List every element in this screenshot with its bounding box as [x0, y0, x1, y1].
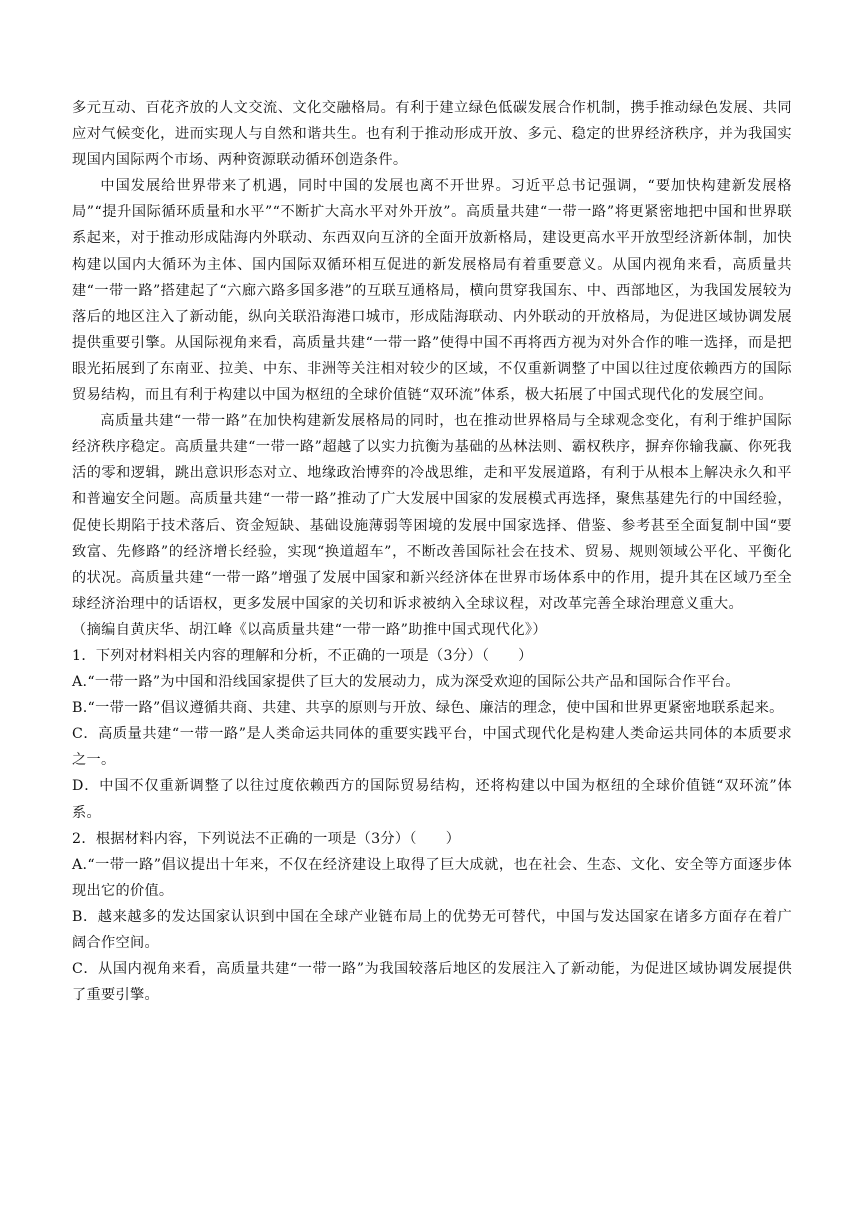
- question-2-option-c: C．从国内视角来看，高质量共建“一带一路”为我国较落后地区的发展注入了新动能，为促进区域协调发展提供了重要引擎。: [72, 961, 792, 1004]
- passage-paragraph-1: 多元互动、百花齐放的人文交流、文化交融格局。有利于建立绿色低碳发展合作机制，携手推动绿色发展、共同应对气候变化，进而实现人与自然和谐共生。也有利于推动形成开放、多元、稳定的世界经济秩序，并为我国实现国内国际两个市场、两种资源联动循环创造条件。: [72, 100, 792, 169]
- question-1: [72, 643, 792, 826]
- passage-paragraph-2: 中国发展给世界带来了机遇，同时中国的发展也离不开世界。习近平总书记强调，“要加快构建新发展格局”“提升国际循环质量和水平”“不断扩大高水平对外开放”。高质量共建“一带一路”将更紧密地把中国和世界联系起来，对于推动形成陆海内外联动、东西双向互济的全面开放新格局，建设更高水平开放型经济新体制，加快构建以国内大循环为主体、国内国际双循环相互促进的新发展格局有着重要意义。从国内视角来看，高质量共建“一带一路”搭建起了“六廊六路多国多港”的互联互通格局，横向贯穿我国东、中、西部地区，为我国发展较为落后的地区注入了新动能，纵向关联沿海港口城市，形成陆海联动、内外联动的开放格局，为促进区域协调发展提供重要引擎。从国际视角来看，高质量共建“一带一路”使得中国不再将西方视为对外合作的唯一选择，而是把眼光拓展到了东南亚、拉美、中东、非洲等关注相对较少的区域，不仅重新调整了中国以往过度依赖西方的国际贸易结构，而且有利于构建以中国为枢纽的全球价值链“双环流”体系，极大拓展了中国式现代化的发展空间。: [72, 178, 792, 404]
- question-2-option-b: B．越来越多的发达国家认识到中国在全球产业链布局上的优势无可替代，中国与发达国家在诸多方面存在着广阔合作空间。: [72, 908, 792, 951]
- question-1-stem: 1．下列对材料相关内容的理解和分析，不正确的一项是（3分）（ ）: [72, 647, 533, 664]
- question-1-option-a: A.“一带一路”为中国和沿线国家提供了巨大的发展动力，成为深受欢迎的国际公共产品和国际合作平台。: [72, 674, 740, 691]
- question-list: [72, 643, 792, 1008]
- question-1-option-c: C．高质量共建“一带一路”是人类命运共同体的重要实践平台，中国式现代化是构建人类命运共同体的本质要求之一。: [72, 726, 792, 769]
- question-1-option-b: B.“一带一路”倡议遵循共商、共建、共享的原则与开放、绿色、廉洁的理念，使中国和世界更紧密地联系起来。: [72, 700, 784, 717]
- question-1-option-d: D．中国不仅重新调整了以往过度依赖西方的国际贸易结构，还将构建以中国为枢纽的全球价值链“双环流”体系。: [72, 778, 792, 821]
- passage-source-citation: （摘编自黄庆华、胡江峰《以高质量共建“一带一路”助推中国式现代化》）: [72, 621, 548, 638]
- question-2-stem: 2．根据材料内容，下列说法不正确的一项是（3分）（ ）: [72, 830, 461, 847]
- passage-paragraph-3: 高质量共建“一带一路”在加快构建新发展格局的同时，也在推动世界格局与全球观念变化，有利于维护国际经济秩序稳定。高质量共建“一带一路”超越了以实力抗衡为基础的丛林法则、霸权秩序，摒弃你输我赢、你死我活的零和逻辑，跳出意识形态对立、地缘政治博弈的冷战思维，走和平发展道路，有利于从根本上解决永久和平和普遍安全问题。高质量共建“一带一路”推动了广大发展中国家的发展模式再选择，聚焦基建先行的中国经验，促使长期陷于技术落后、资金短缺、基础设施薄弱等困境的发展中国家选择、借鉴、参考甚至全面复制中国“要致富、先修路”的经济增长经验，实现“换道超车”，不断改善国际社会在技术、贸易、规则领域公平化、平衡化的状况。高质量共建“一带一路”增强了发展中国家和新兴经济体在世界市场体系中的作用，提升其在区域乃至全球经济治理中的话语权，更多发展中国家的关切和诉求被纳入全球议程，对改革完善全球治理意义重大。: [72, 413, 792, 612]
- question-2-option-a: A.“一带一路”倡议提出十年来，不仅在经济建设上取得了巨大成就，也在社会、生态、文化、安全等方面逐步体现出它的价值。: [72, 856, 792, 899]
- reading-passage: [72, 95, 792, 643]
- question-2: [72, 826, 792, 1009]
